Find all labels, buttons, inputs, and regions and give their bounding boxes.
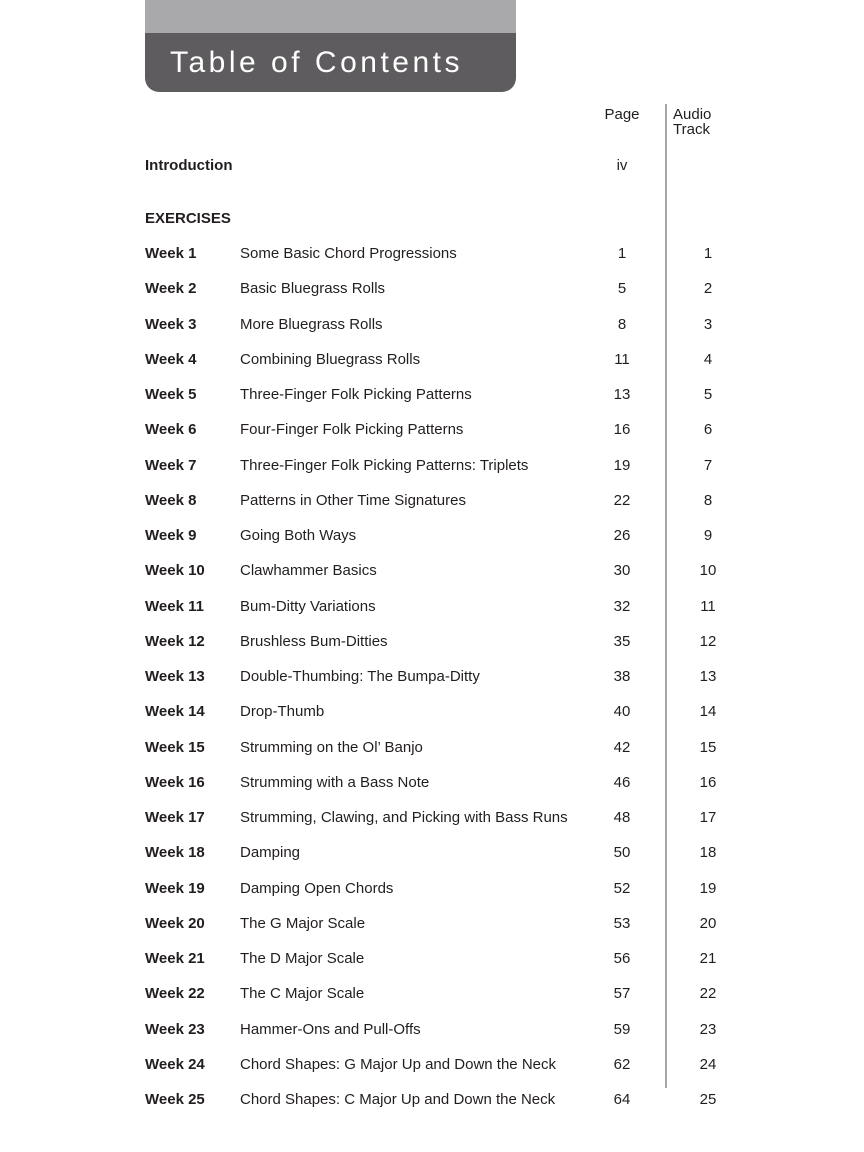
- toc-row: [145, 810, 750, 845]
- audio-track-number: 23: [699, 1020, 717, 1038]
- audio-track-number: 22: [699, 985, 717, 1003]
- week-label: Week 4: [145, 350, 197, 368]
- page-number: 56: [613, 950, 631, 967]
- entry-title: More Bluegrass Rolls: [240, 315, 383, 333]
- week-label: Week 3: [145, 315, 197, 333]
- page-number: 30: [613, 562, 631, 580]
- week-label: Week 9: [145, 527, 197, 544]
- page-number: 57: [613, 985, 631, 1003]
- entry-title: Chord Shapes: C Major Up and Down the Neck: [240, 1091, 556, 1108]
- page-number: 46: [613, 773, 631, 791]
- toc-row: [145, 845, 750, 880]
- page-number: 13: [613, 386, 631, 403]
- toc-content: [145, 0, 750, 1127]
- page-number: 35: [613, 632, 631, 650]
- week-label: Week 2: [145, 280, 197, 298]
- audio-track-number: 5: [703, 386, 713, 403]
- entry-title: Drop-Thumb: [240, 703, 325, 721]
- intro-label: Introduction: [145, 157, 233, 174]
- column-headers: [145, 107, 750, 137]
- audio-track-number: 2: [703, 280, 713, 298]
- week-label: Week 23: [145, 1020, 205, 1038]
- intro-row: [145, 158, 750, 173]
- toc-row: [145, 352, 750, 387]
- entry-title: Four-Finger Folk Picking Patterns: [240, 421, 464, 439]
- week-label: Week 18: [145, 844, 205, 862]
- page-number: 64: [613, 1091, 631, 1108]
- week-label: Week 15: [145, 738, 205, 756]
- week-label: Week 13: [145, 668, 205, 685]
- week-label: Week 12: [145, 632, 205, 650]
- toc-row: [145, 246, 750, 281]
- audio-track-number: 15: [699, 738, 717, 756]
- audio-track-number: 1: [703, 245, 713, 262]
- entry-title: Double-Thumbing: The Bumpa-Ditty: [240, 668, 480, 685]
- audio-track-column-header: Audio Track: [673, 106, 712, 138]
- audio-track-number: 11: [700, 597, 716, 615]
- week-label: Week 25: [145, 1091, 205, 1108]
- week-label: Week 6: [145, 421, 197, 439]
- toc-row: [145, 281, 750, 316]
- page-number: 22: [613, 491, 631, 509]
- audio-track-number: 21: [699, 950, 717, 967]
- audio-track-number: 8: [703, 491, 713, 509]
- audio-track-number: 9: [703, 527, 713, 544]
- entry-title: The D Major Scale: [240, 950, 365, 967]
- entry-title: Damping: [240, 844, 301, 862]
- section-heading-exercises: EXERCISES: [145, 210, 231, 227]
- audio-track-number: 4: [703, 350, 713, 368]
- entry-title: The G Major Scale: [240, 914, 366, 932]
- toc-row: [145, 1022, 750, 1057]
- audio-track-number: 13: [699, 668, 717, 685]
- page-title: Table of Contents: [170, 45, 463, 79]
- page-number: 40: [613, 703, 631, 721]
- week-label: Week 20: [145, 914, 205, 932]
- toc-row: [145, 422, 750, 457]
- page-number: 42: [613, 738, 631, 756]
- toc-row: [145, 493, 750, 528]
- week-label: Week 7: [145, 456, 197, 474]
- week-label: Week 8: [145, 491, 197, 509]
- page-number: 26: [613, 527, 631, 544]
- toc-row: [145, 634, 750, 669]
- page-number: 52: [613, 879, 631, 897]
- entry-title: Some Basic Chord Progressions: [240, 245, 457, 262]
- entry-title: Strumming with a Bass Note: [240, 773, 430, 791]
- audio-track-number: 10: [699, 562, 717, 580]
- toc-entries: [145, 246, 750, 1127]
- entry-title: Strumming on the Ol’ Banjo: [240, 738, 423, 756]
- week-label: Week 16: [145, 773, 205, 791]
- week-label: Week 24: [145, 1055, 205, 1073]
- entry-title: Hammer-Ons and Pull-Offs: [240, 1020, 421, 1038]
- page-number: 8: [617, 315, 627, 333]
- audio-track-number: 17: [699, 809, 717, 826]
- toc-row: [145, 528, 750, 563]
- toc-row: [145, 986, 750, 1021]
- page-number: 19: [613, 456, 631, 474]
- week-label: Week 19: [145, 879, 205, 897]
- entry-title: The C Major Scale: [240, 985, 365, 1003]
- entry-title: Bum-Ditty Variations: [240, 597, 376, 615]
- entry-title: Chord Shapes: G Major Up and Down the Neck: [240, 1055, 556, 1073]
- page-number: 48: [613, 809, 631, 826]
- entry-title: Strumming, Clawing, and Picking with Bass Runs: [240, 809, 568, 826]
- toc-row: [145, 1092, 750, 1127]
- page-number: 5: [617, 280, 627, 298]
- toc-row: [145, 563, 750, 598]
- toc-row: [145, 951, 750, 986]
- toc-row: [145, 1057, 750, 1092]
- toc-row: [145, 881, 750, 916]
- week-label: Week 14: [145, 703, 205, 721]
- audio-track-number: 25: [699, 1091, 717, 1108]
- intro-page-number: iv: [616, 157, 628, 174]
- entry-title: Three-Finger Folk Picking Patterns: [240, 386, 472, 403]
- week-label: Week 5: [145, 386, 197, 403]
- page-number: 50: [613, 844, 631, 862]
- toc-row: [145, 458, 750, 493]
- audio-track-number: 7: [703, 456, 713, 474]
- entry-title: Combining Bluegrass Rolls: [240, 350, 421, 368]
- toc-row: [145, 387, 750, 422]
- entry-title: Basic Bluegrass Rolls: [240, 280, 386, 298]
- week-label: Week 10: [145, 562, 205, 580]
- entry-title: Going Both Ways: [240, 527, 357, 544]
- toc-row: [145, 599, 750, 634]
- entry-title: Brushless Bum-Ditties: [240, 632, 388, 650]
- page-number: 32: [613, 597, 631, 615]
- toc-row: [145, 669, 750, 704]
- entry-title: Clawhammer Basics: [240, 562, 377, 580]
- page-number: 11: [614, 350, 630, 368]
- audio-track-number: 24: [699, 1055, 717, 1073]
- page-number: 38: [613, 668, 631, 685]
- audio-track-number: 20: [699, 914, 717, 932]
- audio-track-number: 16: [699, 773, 717, 791]
- audio-track-number: 19: [699, 879, 717, 897]
- week-label: Week 21: [145, 950, 205, 967]
- page-number: 16: [613, 421, 631, 439]
- entry-title: Patterns in Other Time Signatures: [240, 491, 466, 509]
- audio-track-number: 3: [703, 315, 713, 333]
- toc-row: [145, 740, 750, 775]
- audio-track-number: 12: [699, 632, 717, 650]
- audio-track-number: 18: [699, 844, 717, 862]
- page-number: 59: [613, 1020, 631, 1038]
- page-column-header: Page: [604, 106, 640, 123]
- week-label: Week 1: [145, 245, 197, 262]
- audio-track-number: 6: [703, 421, 713, 439]
- page-number: 53: [613, 914, 631, 932]
- toc-row: [145, 317, 750, 352]
- toc-row: [145, 916, 750, 951]
- entry-title: Three-Finger Folk Picking Patterns: Triplets: [240, 456, 529, 474]
- toc-row: [145, 775, 750, 810]
- entry-title: Damping Open Chords: [240, 879, 394, 897]
- week-label: Week 22: [145, 985, 205, 1003]
- week-label: Week 11: [145, 597, 204, 615]
- toc-row: [145, 704, 750, 739]
- audio-track-number: 14: [699, 703, 717, 721]
- page-number: 1: [617, 245, 627, 262]
- week-label: Week 17: [145, 809, 205, 826]
- page-number: 62: [613, 1055, 631, 1073]
